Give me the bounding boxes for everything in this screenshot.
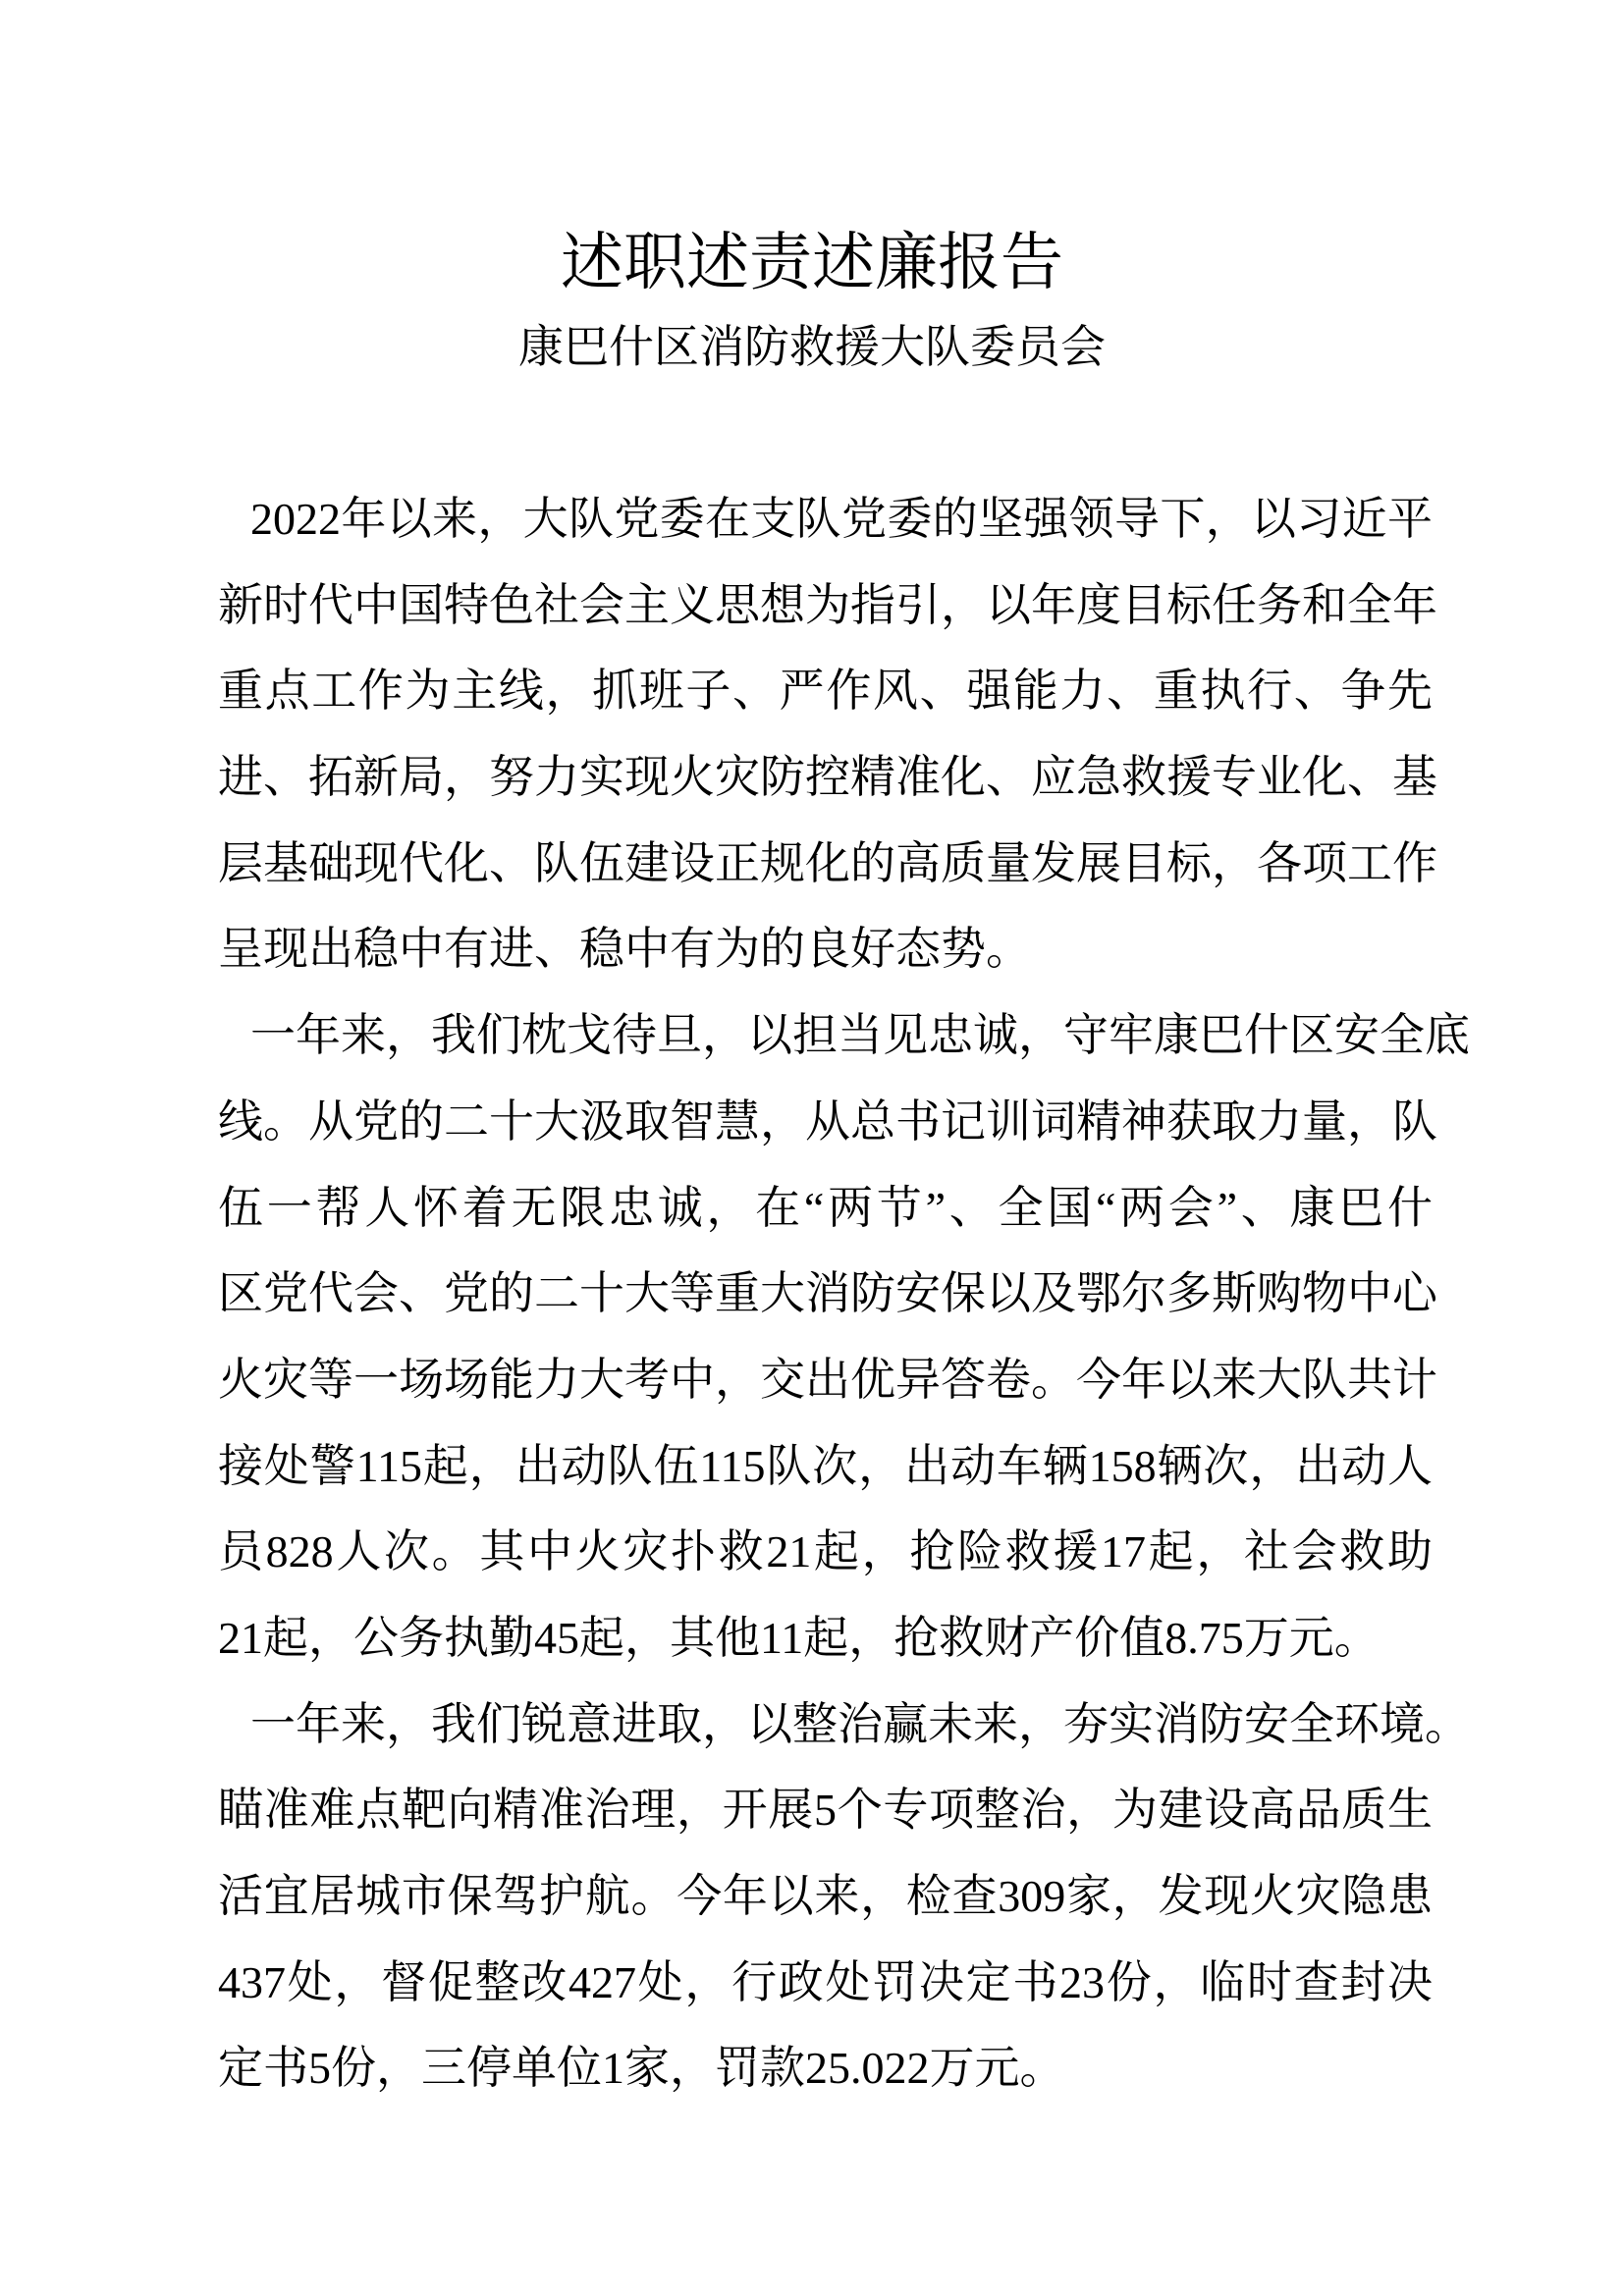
paragraph-line: 进、拓新局，努力实现火灾防控精准化、应急救援专业化、基 [218,752,1437,803]
paragraph-line: 火灾等一场场能力大考中，交出优异答卷。今年以来大队共计 [218,1354,1437,1405]
paragraph-line: 接处警115起，出动队伍115队次，出动车辆158辆次，出动人 [218,1440,1433,1491]
paragraph-line: 定书5份，三停单位1家，罚款25.022万元。 [218,2043,1065,2094]
paragraph-line: 瞄准难点靶向精准治理，开展5个专项整治，为建设高品质生 [218,1785,1433,1836]
paragraph-line: 2022年以来，大队党委在支队党委的坚强领导下，以习近平 [250,494,1433,544]
document-title: 述职述责述廉报告 [561,228,1063,297]
paragraph-line: 新时代中国特色社会主义思想为指引，以年度目标任务和全年 [218,579,1437,630]
paragraph-line: 一年来，我们锐意进取，以整治赢未来，夯实消防安全环境。 [250,1698,1470,1749]
document-body [218,476,1470,2111]
paragraph-line: 层基础现代化、队伍建设正规化的高质量发展目标，各项工作 [218,837,1437,888]
paragraph [218,1682,1470,2111]
paragraph-line: 437处，督促整改427处，行政处罚决定书23份，临时查封决 [218,1956,1433,2007]
paragraph [218,992,1470,1682]
paragraph-line: 线。从党的二十大汲取智慧，从总书记训词精神获取力量，队 [218,1095,1437,1147]
paragraph [218,476,1437,992]
paragraph-line: 一年来，我们枕戈待旦，以担当见忠诚，守牢康巴什区安全底 [250,1010,1470,1061]
document-subtitle: 康巴什区消防救援大队委员会 [518,322,1106,372]
paragraph-line: 员828人次。其中火灾扑救21起，抢险救援17起，社会救助 [218,1526,1433,1577]
paragraph-line: 伍一帮人怀着无限忠诚，在“两节”、全国“两会”、康巴什 [218,1182,1433,1233]
paragraph-line: 活宜居城市保驾护航。今年以来，检查309家，发现火灾隐患 [218,1871,1433,1921]
paragraph-line: 呈现出稳中有进、稳中有为的良好态势。 [218,924,1031,975]
paragraph-line: 21起，公务执勤45起，其他11起，抢救财产价值8.75万元。 [218,1612,1380,1663]
paragraph-line: 重点工作为主线，抓班子、严作风、强能力、重执行、争先 [218,666,1433,717]
paragraph-line: 区党代会、党的二十大等重大消防安保以及鄂尔多斯购物中心 [218,1268,1437,1319]
